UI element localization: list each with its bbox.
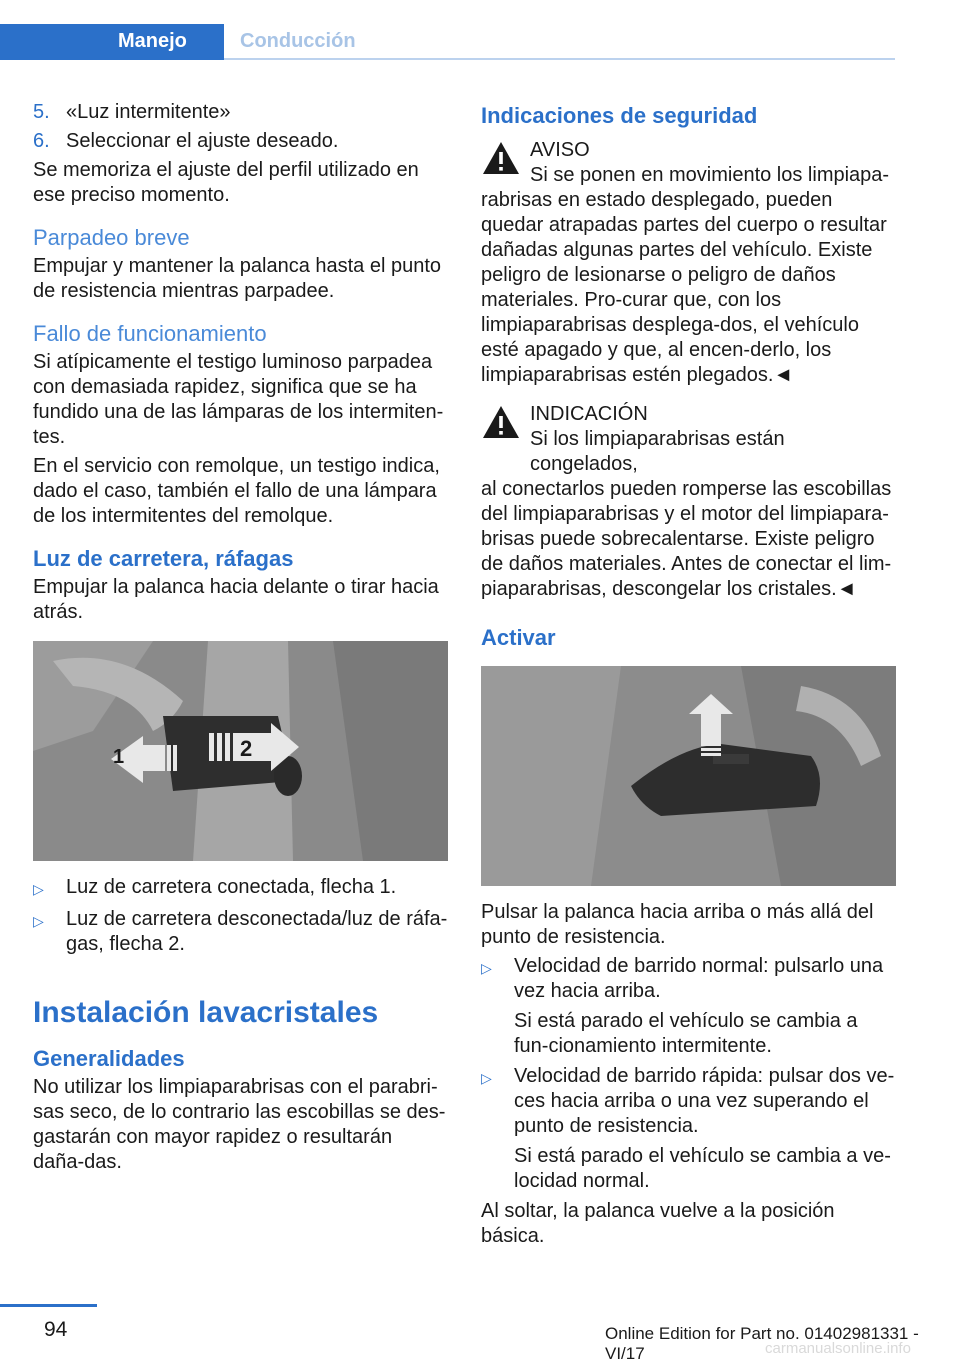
- triangle-bullet-icon: ▷: [481, 1070, 492, 1086]
- triangle-bullet-icon: ▷: [33, 881, 44, 897]
- warning-aviso: [481, 138, 896, 388]
- list-item: [481, 954, 896, 1004]
- warning-text: rabrisas en estado desplegado, pueden quedar atrapadas partes del cuerpo o resultar dañadas algunas partes del vehículo. Existe peligro de lesionarse o peligro de daños materiales. Pro‐curar que, con los limpiaparabrisas desplega‐dos, el vehículo esté apagado y que, al encen‐derlo, los limpiaparabrisas estén plegados.◄: [481, 189, 887, 386]
- header-divider: [224, 58, 895, 60]
- figure-lever-headlight: [33, 641, 448, 861]
- list-text: Luz de carretera conectada, flecha 1.: [66, 876, 397, 898]
- warning-triangle-icon: [481, 140, 521, 176]
- watermark: carmanualsonline.info: [765, 1340, 911, 1357]
- tab-conduccion[interactable]: Conducción: [240, 30, 356, 52]
- arrow-2-label: 2: [240, 736, 253, 761]
- list-item: [33, 907, 448, 957]
- tab-manejo-label: Manejo: [118, 30, 187, 52]
- paragraph: Si atípicamente el testigo luminoso parpadea con demasiada rapidez, significa que se ha fundido una de las lámparas de los intermiten‐tes.: [33, 351, 444, 448]
- heading-activar: Activar: [481, 625, 556, 650]
- footer-divider: [0, 1304, 97, 1307]
- warning-text: al conectarlos pueden romperse las escobillas del limpiaparabrisas y el motor del limpiapara‐brisas puede sobrecalentarse. Existe peligro de daños materiales. Antes de conectar el lim‐piaparabrisas, descongelar los cristales.◄: [481, 478, 892, 600]
- list-number: 5.: [33, 101, 50, 123]
- list-text: «Luz intermitente»: [66, 101, 231, 123]
- left-column: [33, 100, 448, 1179]
- warning-indicacion: [481, 402, 896, 602]
- paragraph: No utilizar los limpiaparabrisas con el parabri‐sas seco, de lo contrario las escobillas se des‐gastarán con mayor rapidez o resultarán daña‐das.: [33, 1076, 446, 1173]
- list-item: [33, 100, 448, 125]
- triangle-bullet-icon: ▷: [481, 960, 492, 976]
- page-number: 94: [44, 1318, 68, 1341]
- warning-text: Si se ponen en movimiento los limpiapa‐: [530, 164, 890, 186]
- list-text: Velocidad de barrido normal: pulsarlo una vez hacia arriba.: [514, 955, 884, 1002]
- paragraph: Pulsar la palanca hacia arriba o más allá del punto de resistencia.: [481, 901, 874, 948]
- warning-triangle-icon: [481, 404, 521, 440]
- warning-text: Si los limpiaparabrisas están congelados,: [530, 428, 785, 475]
- heading-generalidades: Generalidades: [33, 1046, 185, 1071]
- list-item: [481, 1064, 896, 1139]
- tab-manejo[interactable]: [0, 24, 224, 60]
- page-header: [0, 0, 895, 64]
- list-text: Seleccionar el ajuste deseado.: [66, 130, 339, 152]
- heading-fallo: Fallo de funcionamiento: [33, 321, 267, 346]
- arrow-1-label: 1: [113, 746, 125, 768]
- paragraph: Empujar y mantener la palanca hasta el punto de resistencia mientras parpadee.: [33, 255, 442, 302]
- list-text: Luz de carretera desconectada/luz de ráfa‐gas, flecha 2.: [66, 908, 448, 955]
- heading-luz-carretera: Luz de carretera, ráfagas: [33, 546, 294, 571]
- wiper-lever-illustration: [481, 666, 896, 886]
- paragraph: En el servicio con remolque, un testigo indica, dado el caso, también el fallo de una lámpara de los intermitentes del remolque.: [33, 455, 440, 527]
- lever-illustration: [33, 641, 448, 861]
- warning-title: INDICACIÓN: [530, 403, 648, 425]
- triangle-bullet-icon: ▷: [33, 913, 44, 929]
- list-number: 6.: [33, 130, 50, 152]
- paragraph: Se memoriza el ajuste del perfil utilizado en ese preciso momento.: [33, 159, 419, 206]
- edition-text: Online Edition for Part no. 01402981331 - VI/17: [605, 1324, 919, 1362]
- list-subtext: Si está parado el vehículo se cambia a ve‐locidad normal.: [514, 1145, 891, 1192]
- heading-seguridad: Indicaciones de seguridad: [481, 103, 758, 128]
- list-item: [33, 875, 448, 902]
- list-item: [33, 129, 448, 154]
- paragraph: Empujar la palanca hacia delante o tirar hacia atrás.: [33, 576, 439, 623]
- warning-title: AVISO: [530, 139, 590, 161]
- list-text: Velocidad de barrido rápida: pulsar dos ve‐ces hacia arriba o una vez superando el punto de resistencia.: [514, 1065, 895, 1137]
- heading-parpadeo: Parpadeo breve: [33, 225, 190, 250]
- heading-instalacion: Instalación lavacristales: [33, 996, 379, 1029]
- paragraph: Al soltar, la palanca vuelve a la posición básica.: [481, 1200, 835, 1247]
- figure-lever-wiper: [481, 666, 896, 886]
- list-subtext: Si está parado el vehículo se cambia a fun‐cionamiento intermitente.: [514, 1010, 858, 1057]
- right-column: [481, 100, 896, 1253]
